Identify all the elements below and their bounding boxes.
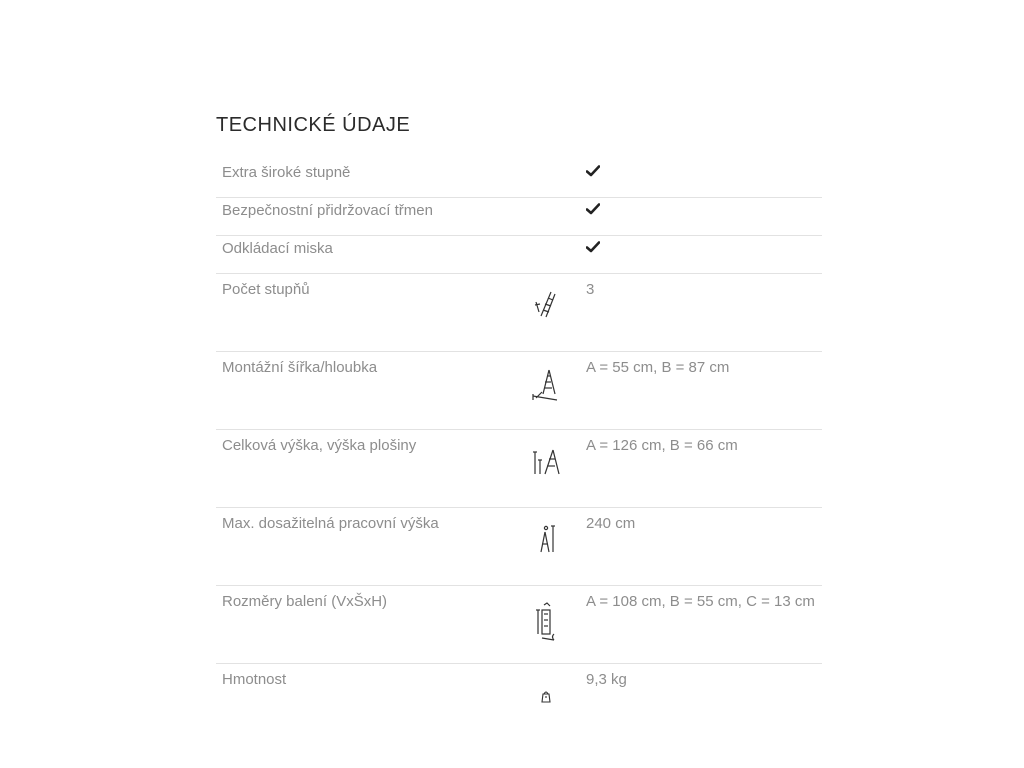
spec-value: A = 55 cm, B = 87 cm <box>580 352 822 430</box>
spec-row-package-dimensions <box>216 586 822 664</box>
spec-label: Max. dosažitelná pracovní výška <box>216 508 512 586</box>
spec-row-weight <box>216 664 822 742</box>
spec-value: A = 108 cm, B = 55 cm, C = 13 cm <box>580 586 822 664</box>
ladder-height-icon <box>531 446 561 476</box>
package-dimensions-icon <box>534 602 558 642</box>
spec-label: Bezpečnostní přidržovací třmen <box>216 198 512 236</box>
spec-row-working-height <box>216 508 822 586</box>
spec-row-extra-wide-steps <box>216 160 822 198</box>
spec-label: Rozměry balení (VxŠxH) <box>216 586 512 664</box>
spec-label: Celková výška, výška plošiny <box>216 430 512 508</box>
ladder-steps-icon <box>533 290 559 318</box>
technical-data-section <box>216 112 822 741</box>
spec-label: Odkládací miska <box>216 236 512 274</box>
spec-label: Montážní šířka/hloubka <box>216 352 512 430</box>
section-title: TECHNICKÉ ÚDAJE <box>216 114 411 136</box>
spec-row-width-depth <box>216 352 822 430</box>
spec-label: Extra široké stupně <box>222 164 351 181</box>
weight-icon <box>539 688 553 704</box>
working-height-icon <box>535 524 557 554</box>
spec-row-safety-bracket <box>216 198 822 236</box>
spec-row-tray <box>216 236 822 274</box>
spec-label: Hmotnost <box>216 664 512 742</box>
spec-value: 240 cm <box>580 508 822 586</box>
spec-row-total-height <box>216 430 822 508</box>
spec-value: A = 126 cm, B = 66 cm <box>580 430 822 508</box>
ladder-width-depth-icon <box>531 368 561 402</box>
check-icon <box>586 241 600 253</box>
spec-value: 9,3 kg <box>580 664 822 742</box>
spec-label: Počet stupňů <box>216 274 512 352</box>
specs-table <box>216 160 822 741</box>
check-icon <box>586 203 600 215</box>
spec-row-step-count <box>216 274 822 352</box>
check-icon <box>586 165 600 177</box>
spec-value: 3 <box>580 274 822 352</box>
